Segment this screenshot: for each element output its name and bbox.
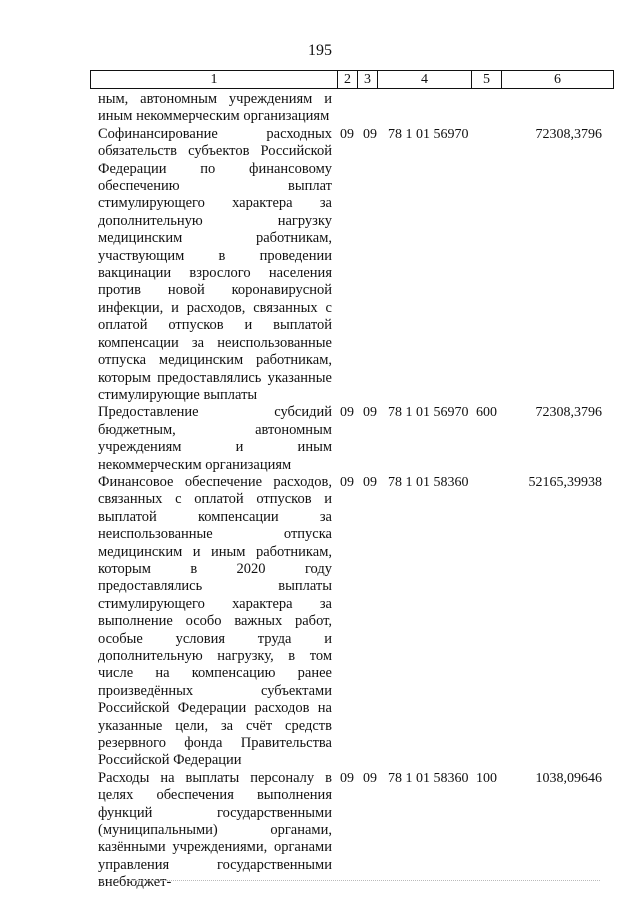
row-code-target: 78 1 01 58360 bbox=[388, 770, 469, 786]
row-code-subsection: 09 bbox=[363, 770, 377, 786]
row-code-subsection: 09 bbox=[363, 126, 377, 142]
table-header bbox=[90, 70, 614, 89]
header-col-3: 3 bbox=[358, 71, 378, 88]
row-amount: 72308,3796 bbox=[535, 405, 602, 421]
row-code-subsection: 09 bbox=[363, 474, 377, 490]
scan-edge-divider bbox=[100, 880, 600, 881]
header-col-5: 5 bbox=[472, 71, 502, 88]
row-code-section: 09 bbox=[340, 770, 354, 786]
row-description: Софинансирование расходных обязательств субъектов Российской Федерации по финансовому обеспечению выплат стимулирующего характера за дополнительную нагрузку медицинским работникам, участвующим в проведении вакцинации взрослого населения против новой коронавирусной инфекции, и расходов, связанных с оплатой отпусков и выплатой компенсации за неиспользованные отпуска медицинским работникам, которым предоставлялись указанные стимулирующие выплаты bbox=[98, 125, 332, 403]
table-row bbox=[0, 770, 640, 892]
row-code-target: 78 1 01 58360 bbox=[388, 474, 469, 490]
row-code-section: 09 bbox=[340, 405, 354, 421]
page-number: 195 bbox=[308, 42, 332, 59]
header-col-6: 6 bbox=[554, 72, 561, 87]
row-code-expense-type: 600 bbox=[476, 405, 497, 421]
row-code-target: 78 1 01 56970 bbox=[388, 126, 469, 142]
table-row bbox=[0, 404, 640, 474]
row-code-target: 78 1 01 56970 bbox=[388, 405, 469, 421]
header-col-4: 4 bbox=[378, 71, 472, 88]
table-row bbox=[0, 126, 640, 405]
row-code-section: 09 bbox=[340, 126, 354, 142]
row-amount: 72308,3796 bbox=[535, 126, 602, 142]
row-amount: 52165,39938 bbox=[528, 474, 602, 490]
header-col-1: 1 bbox=[91, 71, 338, 88]
row-amount: 1038,09646 bbox=[535, 770, 602, 786]
header-col-2: 2 bbox=[338, 71, 358, 88]
row-description: Финансовое обеспечение расходов, связанных с оплатой отпусков и выплатой компенсации за неиспользованные отпуска медицинским и иным работникам, которым в 2020 году предоставлялись выплаты стимулирующего характера за выполнение особо важных работ, особые условия труда и дополнительную нагрузку, в том числе на компенсацию ранее произведённых субъектами Российской Федерации расходов на указанные цели, за счёт средств резервного фонда Правительства Российской Федерации bbox=[98, 473, 332, 769]
row-code-section: 09 bbox=[340, 474, 354, 490]
row-code-expense-type: 100 bbox=[476, 770, 497, 786]
row-description: ным, автономным учреждениям и иным некоммерческим организациям bbox=[98, 91, 332, 125]
table-row bbox=[0, 91, 640, 126]
row-code-subsection: 09 bbox=[363, 405, 377, 421]
row-description: Расходы на выплаты персоналу в целях обеспечения выполнения функций государственными (муниципальными) органами, казёнными учреждениями, органами управления государственными внебюджет- bbox=[98, 769, 332, 891]
table-row bbox=[0, 474, 640, 770]
table-body bbox=[0, 91, 640, 892]
row-description: Предоставление субсидий бюджетным, автономным учреждениям и иным некоммерческим организациям bbox=[98, 404, 332, 473]
